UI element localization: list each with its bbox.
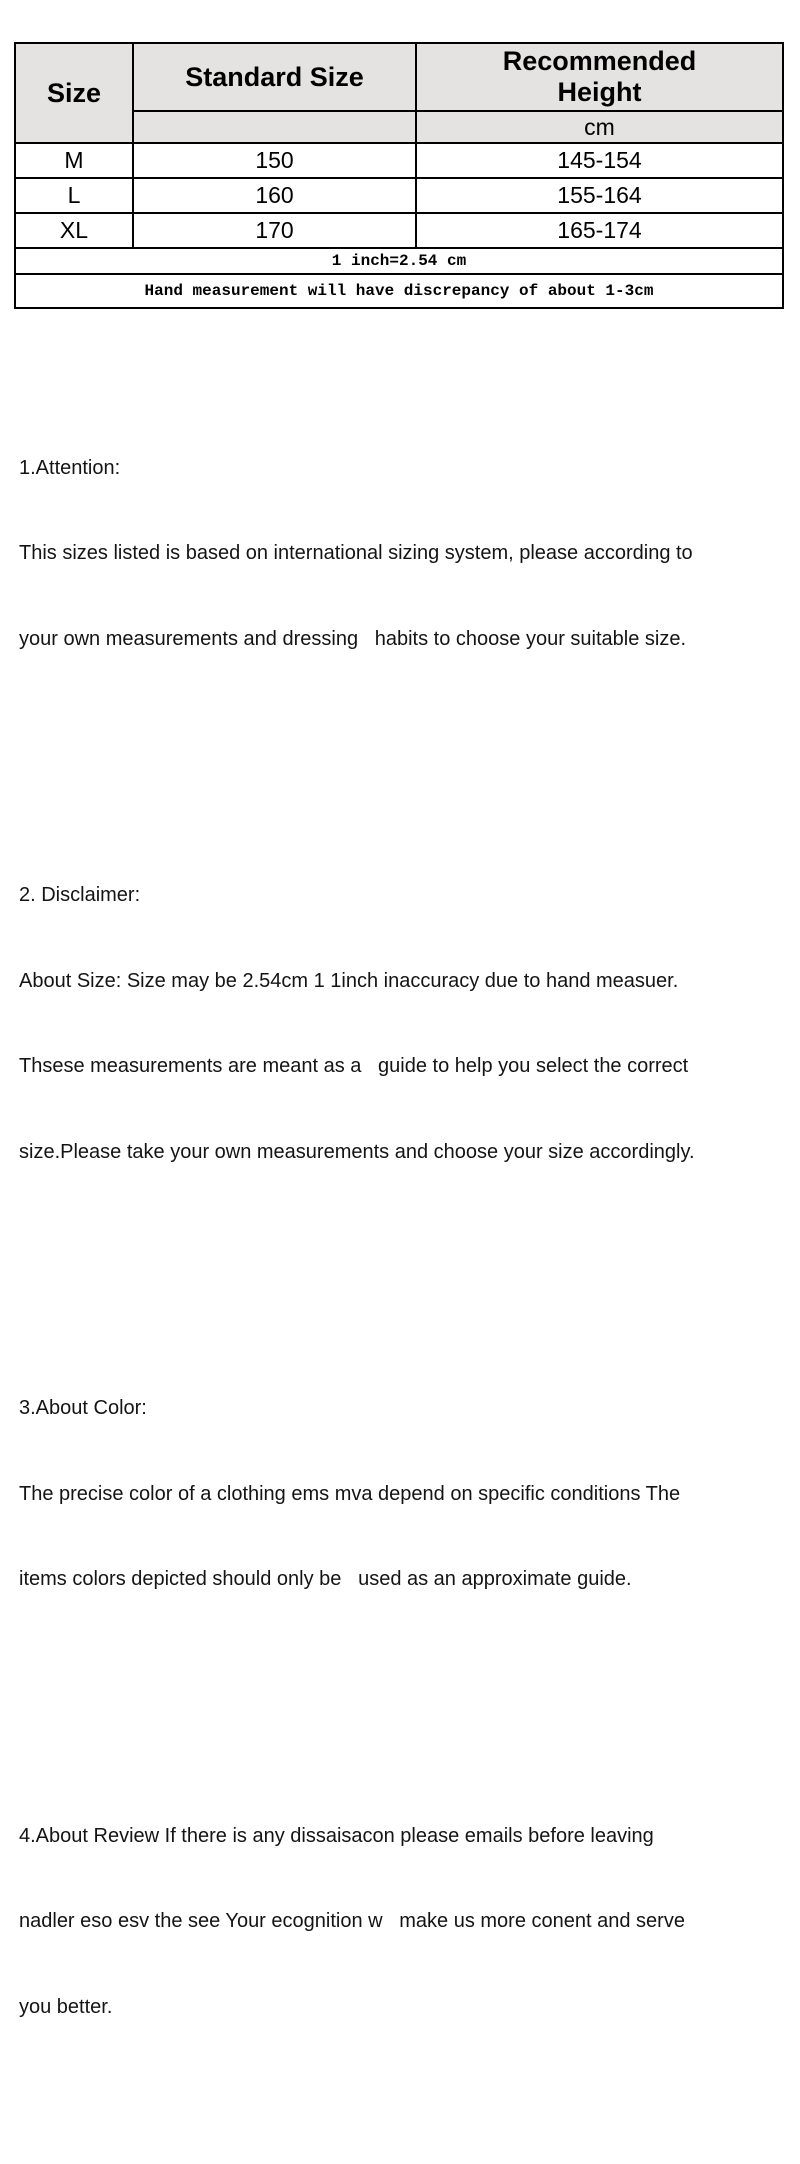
- inch-conversion-note-cell: 1 inch=2.54 cm: [15, 248, 783, 274]
- standard-value-cell: 160: [133, 178, 416, 213]
- note-line: your own measurements and dressing habits to choose your suitable size.: [19, 627, 687, 650]
- hand-measurement-note-cell: Hand measurement will have discrepancy of about 1-3cm: [15, 274, 783, 308]
- note-about-color: [19, 1337, 695, 1651]
- note-line: Thsese measurements are meant as a guide to help you select the correct: [19, 1055, 689, 1077]
- header-size-cell: Size: [15, 43, 133, 143]
- header-standard-sub-empty-cell: [133, 111, 416, 143]
- header-recommended-height-cell: [416, 43, 783, 111]
- note-heading: 1.Attention:: [19, 456, 121, 479]
- table-row: [15, 178, 783, 213]
- note-heading: 3.About Color:: [19, 1397, 147, 1419]
- size-value-cell: M: [15, 143, 133, 178]
- size-value-cell: XL: [15, 213, 133, 248]
- note-heading: 4.About Review If there is any dissaisacon please emails before leaving: [19, 1824, 654, 1847]
- note-about-review: [19, 1765, 695, 2079]
- note-line: nadler eso esv the see Your ecognition w make us more conent and serve: [19, 1910, 685, 1932]
- header-unit-cell: cm: [416, 111, 783, 143]
- table-row: [15, 213, 783, 248]
- note-line: you better.: [19, 1995, 113, 2018]
- standard-value-cell: 170: [133, 213, 416, 248]
- table-row: [15, 143, 783, 178]
- note-disclaimer: [19, 824, 695, 1223]
- note-line: items colors depicted should only be used as an approximate guide.: [19, 1568, 632, 1590]
- header-recommended-line2: Height: [557, 77, 642, 107]
- note-heading: 2. Disclaimer:: [19, 884, 141, 906]
- note-attention: [19, 397, 695, 711]
- height-value-cell: 145-154: [416, 143, 783, 178]
- note-line: This sizes listed is based on international sizing system, please according to: [19, 542, 693, 564]
- standard-value-cell: 150: [133, 143, 416, 178]
- header-recommended-line1: Recommended: [502, 46, 697, 76]
- height-value-cell: 155-164: [416, 178, 783, 213]
- size-value-cell: L: [15, 178, 133, 213]
- height-value-cell: 165-174: [416, 213, 783, 248]
- notes-section: [19, 311, 695, 2164]
- size-chart-table: [14, 42, 784, 309]
- note-line: The precise color of a clothing ems mva depend on specific conditions The: [19, 1482, 681, 1505]
- header-standard-size-cell: Standard Size: [133, 43, 416, 111]
- note-line: About Size: Size may be 2.54cm 1 1inch inaccuracy due to hand measuer.: [19, 969, 679, 992]
- note-line: size.Please take your own measurements and choose your size accordingly.: [19, 1140, 695, 1163]
